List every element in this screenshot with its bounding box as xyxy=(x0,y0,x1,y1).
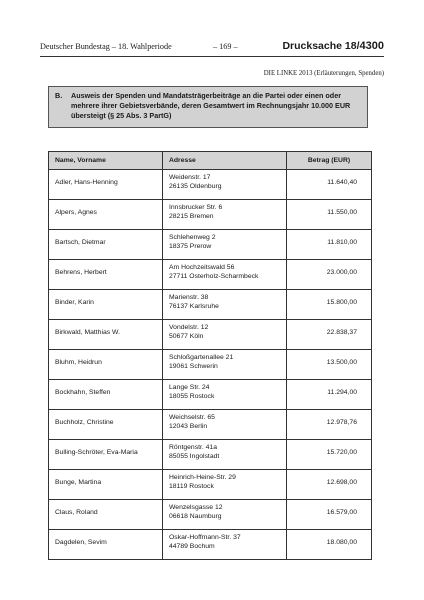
donor-name: Binder, Karin xyxy=(55,299,94,306)
address-street: Weichselstr. 65 xyxy=(169,414,215,421)
document-prefix: Drucksache 18/ xyxy=(282,40,360,52)
address-cell xyxy=(163,200,287,230)
donor-name-cell xyxy=(49,230,163,260)
amount-value: 13.500,00 xyxy=(326,359,357,366)
amount-value: 11.640,40 xyxy=(327,179,357,186)
address-street: Schloßgartenallee 21 xyxy=(169,354,234,361)
address-street: Am Hochzeitswald 56 xyxy=(169,264,235,271)
amount-value: 18.080,00 xyxy=(326,539,357,546)
amount-cell xyxy=(287,530,372,560)
amount-value: 15.720,00 xyxy=(326,449,357,456)
address-city: 76137 Karlsruhe xyxy=(169,303,219,311)
address-cell xyxy=(163,410,287,440)
address-street: Heinrich-Heine-Str. 29 xyxy=(169,474,236,481)
address-street: Schlehenweg 2 xyxy=(169,234,216,241)
amount-cell xyxy=(287,200,372,230)
donor-name: Bockhahn, Steffen xyxy=(55,389,111,396)
amount-cell xyxy=(287,440,372,470)
amount-cell xyxy=(287,260,372,290)
donor-name: Buchholz, Christine xyxy=(55,419,114,426)
address-city: 26135 Oldenburg xyxy=(169,183,222,191)
address-city: 19061 Schwerin xyxy=(169,363,218,371)
header-parliament: Deutscher Bundestag – 18. Wahlperiode xyxy=(40,42,172,51)
address-street: Röntgenstr. 41a xyxy=(169,444,217,451)
amount-value: 12.698,00 xyxy=(326,479,357,486)
address-city: 18055 Rostock xyxy=(169,393,215,401)
donor-name: Bartsch, Dietmar xyxy=(55,239,106,246)
page-header xyxy=(40,42,384,55)
section-heading-line-2: mehrere ihrer Gebietsverbände, deren Gesamtwert im Rechnungsjahr 10.000 EUR xyxy=(71,101,351,110)
section-letter: B. xyxy=(55,91,63,100)
address-cell xyxy=(163,350,287,380)
address-street: Wenzelsgasse 12 xyxy=(169,504,223,511)
amount-cell xyxy=(287,320,372,350)
address-city: 12043 Berlin xyxy=(169,423,208,431)
donor-name-cell xyxy=(49,410,163,440)
amount-value: 11.550,00 xyxy=(327,209,357,216)
amount-value: 12.978,76 xyxy=(326,419,357,426)
page-number: – 169 – xyxy=(213,42,238,51)
table-row xyxy=(49,380,372,410)
table-row xyxy=(49,200,372,230)
amount-cell xyxy=(287,230,372,260)
column-header-amount: Betrag (EUR) xyxy=(287,152,372,170)
donor-name: Alpers, Agnes xyxy=(55,209,97,216)
section-heading-line-3: übersteigt (§ 25 Abs. 3 PartG) xyxy=(71,111,172,120)
address-street: Vondelstr. 12 xyxy=(169,324,209,331)
donor-name-cell xyxy=(49,350,163,380)
donor-name-cell xyxy=(49,320,163,350)
amount-cell xyxy=(287,500,372,530)
table-row xyxy=(49,350,372,380)
document-number-value: 4300 xyxy=(359,40,384,52)
table-row xyxy=(49,410,372,440)
column-header-address: Adresse xyxy=(163,152,287,170)
donor-name: Bunge, Martina xyxy=(55,479,102,486)
donor-name-cell xyxy=(49,200,163,230)
address-city: 44789 Bochum xyxy=(169,543,215,551)
amount-cell xyxy=(287,410,372,440)
donor-name: Birkwald, Matthias W. xyxy=(55,329,120,336)
column-header-name: Name, Vorname xyxy=(49,152,163,170)
address-cell xyxy=(163,500,287,530)
amount-value: 22.838,37 xyxy=(326,329,357,336)
address-street: Weidenstr. 17 xyxy=(169,174,211,181)
donor-name-cell xyxy=(49,170,163,200)
table-row xyxy=(49,230,372,260)
address-street: Oskar-Hoffmann-Str. 37 xyxy=(169,534,241,541)
address-cell xyxy=(163,260,287,290)
donations-table xyxy=(48,151,372,560)
address-cell xyxy=(163,230,287,260)
amount-value: 11.294,00 xyxy=(327,389,357,396)
amount-cell xyxy=(287,380,372,410)
table-row xyxy=(49,260,372,290)
donor-name: Bulling-Schröter, Eva-Maria xyxy=(55,449,138,456)
donor-name: Behrens, Herbert xyxy=(55,269,107,276)
donor-name: Adler, Hans-Henning xyxy=(55,179,118,186)
amount-cell xyxy=(287,350,372,380)
amount-value: 11.810,00 xyxy=(327,239,357,246)
donor-name: Bluhm, Heidrun xyxy=(55,359,102,366)
table-row xyxy=(49,500,372,530)
document-number xyxy=(282,40,384,52)
amount-value: 15.800,00 xyxy=(326,299,357,306)
table-row xyxy=(49,440,372,470)
section-subheader: DIE LINKE 2013 (Erläuterungen, Spenden) xyxy=(263,70,384,77)
address-city: 18375 Prerow xyxy=(169,243,212,251)
address-city: 85055 Ingolstadt xyxy=(169,453,220,461)
address-street: Lange Str. 24 xyxy=(169,384,210,391)
amount-cell xyxy=(287,290,372,320)
table-header-row xyxy=(49,152,372,170)
address-city: 50677 Köln xyxy=(169,333,204,341)
table-row xyxy=(49,530,372,560)
address-cell xyxy=(163,320,287,350)
address-cell xyxy=(163,170,287,200)
table-row xyxy=(49,290,372,320)
address-city: 27711 Osterholz-Scharmbeck xyxy=(169,273,259,281)
address-street: Marienstr. 38 xyxy=(169,294,209,301)
donor-name-cell xyxy=(49,260,163,290)
address-cell xyxy=(163,380,287,410)
header-rule xyxy=(40,56,384,57)
donor-name-cell xyxy=(49,470,163,500)
amount-value: 23.000,00 xyxy=(326,269,357,276)
address-street: Innsbrucker Str. 6 xyxy=(169,204,223,211)
amount-cell xyxy=(287,170,372,200)
donor-name: Claus, Roland xyxy=(55,509,98,516)
donor-name: Dagdelen, Sevim xyxy=(55,539,107,546)
donor-name-cell xyxy=(49,290,163,320)
address-cell xyxy=(163,440,287,470)
table-row xyxy=(49,320,372,350)
donor-name-cell xyxy=(49,500,163,530)
address-cell xyxy=(163,530,287,560)
address-city: 28215 Bremen xyxy=(169,213,214,221)
donor-name-cell xyxy=(49,530,163,560)
amount-cell xyxy=(287,470,372,500)
donor-name-cell xyxy=(49,380,163,410)
table-row xyxy=(49,170,372,200)
donor-name-cell xyxy=(49,440,163,470)
section-heading-line-1: Ausweis der Spenden und Mandatsträgerbeiträge an die Partei oder einen oder xyxy=(71,91,341,100)
section-heading-box xyxy=(48,86,368,128)
address-city: 06618 Naumburg xyxy=(169,513,222,521)
address-cell xyxy=(163,290,287,320)
table-row xyxy=(49,470,372,500)
amount-value: 16.579,00 xyxy=(326,509,357,516)
address-cell xyxy=(163,470,287,500)
address-city: 18119 Rostock xyxy=(169,483,214,491)
